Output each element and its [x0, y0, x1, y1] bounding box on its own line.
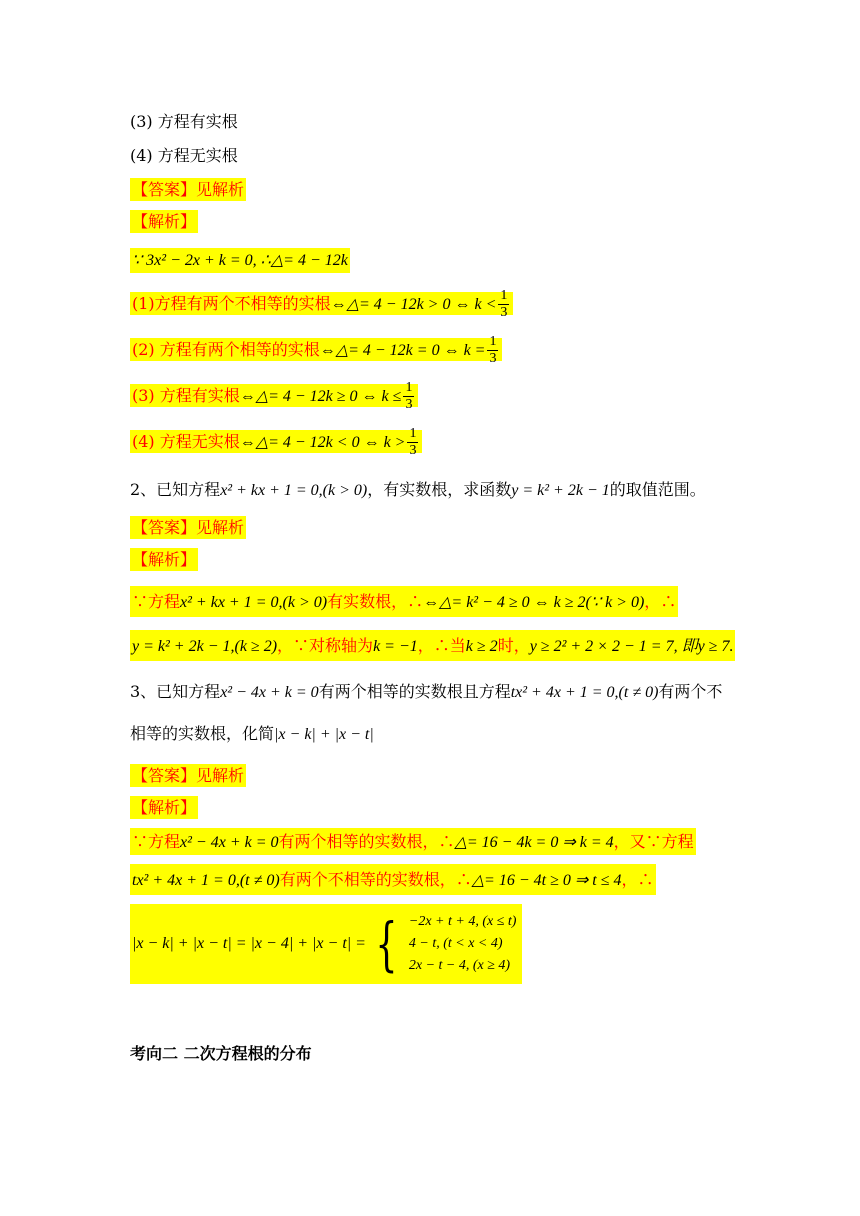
q2-solution-line-2: y = k² + 2k − 1,(k ≥ 2)，∵对称轴为k = −1，∴当k ≥ 2时，y ≥ 2² + 2 × 2 − 1 = 7, 即y ≥ 7.: [130, 634, 735, 659]
piecewise-brace: {: [375, 910, 398, 978]
item-3: (3) 方程有实根: [130, 112, 238, 131]
q3-solution-line-1: ∵方程x² − 4x + k = 0有两个相等的实数根，∴△= 16 − 4k = 0 ⇒ k = 4，又∵方程: [130, 830, 696, 855]
solution-line-0: ∵ 3x² − 2x + k = 0, ∴△= 4 − 12k: [130, 248, 350, 273]
solution-line-2: (2) 方程有两个相等的实根⇔△= 4 − 12k = 0 ⇔ k = $\frac{1}{3}$: [130, 334, 502, 367]
answer-label-3: 【答案】见解析: [132, 766, 245, 785]
question-2-stem: 2、已知方程x² + kx + 1 = 0,(k > 0)，有实数根，求函数y = k² + 2k − 1的取值范围。: [130, 480, 706, 499]
solution-line-1: (1)方程有两个不相等的实根⇔△= 4 − 12k > 0 ⇔ k < $\frac{1}{3}$: [130, 288, 513, 321]
analysis-label-2: 【解析】: [132, 550, 197, 569]
q2-solution-line-1: ∵方程x² + kx + 1 = 0,(k > 0)有实数根，∴⇔△= k² − 4 ≥ 0 ⇔ k ≥ 2(∵ k > 0)，∴: [130, 590, 678, 615]
question-3-stem-1: 3、已知方程x² − 4x + k = 0有两个相等的实数根且方程tx² + 4x + 1 = 0,(t ≠ 0)有两个不: [130, 682, 723, 701]
q3-solution-line-2: tx² + 4x + 1 = 0,(t ≠ 0)有两个不相等的实数根，∴△= 16 − 4t ≥ 0 ⇒ t ≤ 4，∴: [130, 868, 656, 893]
section-title: 考向二 二次方程根的分布: [130, 1044, 312, 1063]
solution-line-3: (3) 方程有实根⇔△= 4 − 12k ≥ 0 ⇔ k ≤ $\frac{1}{3}$: [130, 380, 418, 413]
analysis-label-1: 【解析】: [132, 212, 197, 231]
piecewise-lhs: |x − k| + |x − t| = |x − 4| + |x − t| =: [132, 935, 366, 952]
analysis-label-3: 【解析】: [132, 798, 197, 817]
solution-line-4: (4) 方程无实根⇔△= 4 − 12k < 0 ⇔ k > $\frac{1}{3}$: [130, 426, 422, 459]
answer-label-2: 【答案】见解析: [132, 518, 245, 537]
q3-piecewise-result: [130, 904, 522, 984]
item-4: (4) 方程无实根: [130, 146, 238, 165]
answer-label-1: 【答案】见解析: [132, 180, 245, 199]
piecewise-case-2: 4 − t, (t < x < 4): [408, 936, 503, 951]
piecewise-case-3: 2x − t − 4, (x ≥ 4): [408, 958, 511, 973]
question-3-stem-2: 相等的实数根，化简|x − k| + |x − t|: [130, 724, 374, 743]
piecewise-case-1: −2x + t + 4, (x ≤ t): [408, 914, 517, 929]
